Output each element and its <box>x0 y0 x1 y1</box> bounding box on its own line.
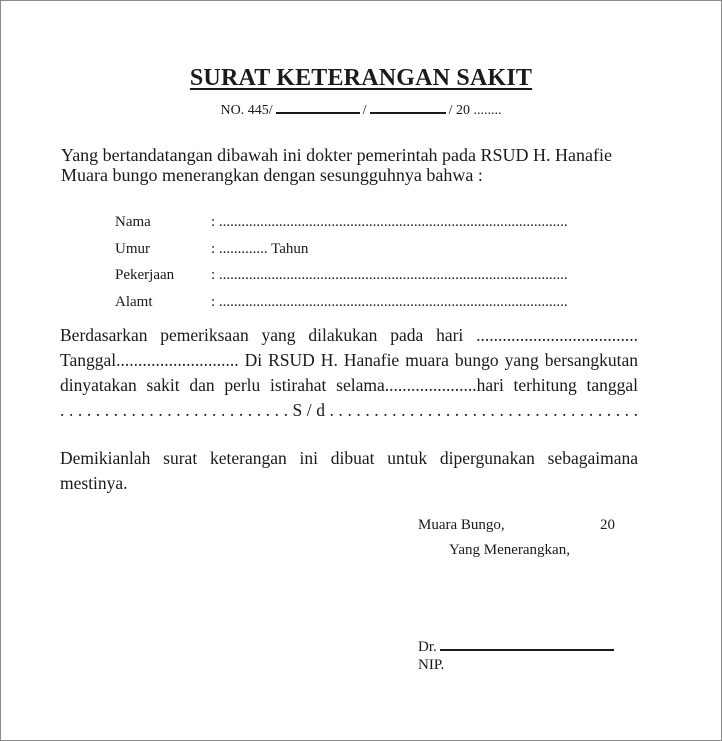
letter-title <box>1 65 721 92</box>
examination-line-2: Tanggal............................ Di RSUD H. Hanafie muara bungo yang bersangkutan <box>60 350 638 370</box>
intro-paragraph <box>61 145 641 185</box>
signature-nip: NIP. <box>418 657 445 673</box>
examination-line-1: Berdasarkan pemeriksaan yang dilakukan pada hari ..................................... <box>60 325 638 345</box>
signature-place: Muara Bungo, <box>418 517 505 533</box>
signature-year: 20 <box>600 517 615 533</box>
field-value-alamat: : ............................................................................................. <box>211 293 568 310</box>
closing-line-1: Demikianlah surat keterangan ini dibuat untuk dipergunakan sebagaimana <box>60 448 638 468</box>
number-prefix: NO. 445/ <box>220 103 273 118</box>
signature-place-date <box>418 517 618 534</box>
signature-role: Yang Menerangkan, <box>449 542 570 558</box>
field-value-umur: : ............. Tahun <box>211 240 309 257</box>
number-separator: / <box>362 103 367 118</box>
examination-line-3: dinyatakan sakit dan perlu istirahat selama.....................hari terhitung tanggal <box>60 375 638 395</box>
doctor-prefix: Dr. <box>418 639 437 655</box>
field-row-nama <box>115 209 625 236</box>
closing-line-2: mestinya. <box>60 473 128 493</box>
field-label-umur: Umur <box>115 240 150 257</box>
intro-line-1: Yang bertandatangan dibawah ini dokter pemerintah pada RSUD H. Hanafie <box>61 145 613 165</box>
field-row-pekerjaan <box>115 262 625 289</box>
number-blank-1 <box>276 111 360 114</box>
examination-line-4: . . . . . . . . . . . . . . . . . . . . . . . . . . S / d . . . . . . . . . . . . . . . . . . . . . . . . . . . . . . . . . . . <box>60 400 638 420</box>
field-row-umur <box>115 236 625 263</box>
field-value-nama: : ............................................................................................. <box>211 214 568 230</box>
intro-line-2: Muara bungo menerangkan dengan sesungguhnya bahwa : <box>61 165 483 185</box>
number-suffix: / 20 ........ <box>448 103 502 118</box>
closing-paragraph <box>60 446 638 496</box>
patient-fields <box>115 209 625 315</box>
letter-title-text: SURAT KETERANGAN SAKIT <box>189 65 533 91</box>
doctor-name-line <box>440 648 614 651</box>
field-label-alamat: Alamt <box>115 293 153 310</box>
signature-doctor <box>418 639 614 656</box>
examination-paragraph <box>60 323 638 423</box>
field-row-alamat <box>115 289 625 316</box>
field-label-pekerjaan: Pekerjaan <box>115 267 175 283</box>
number-blank-2 <box>370 111 446 114</box>
field-value-pekerjaan: : ............................................................................................. <box>211 267 568 283</box>
letter-number <box>1 103 721 119</box>
field-label-nama: Nama <box>115 214 151 230</box>
